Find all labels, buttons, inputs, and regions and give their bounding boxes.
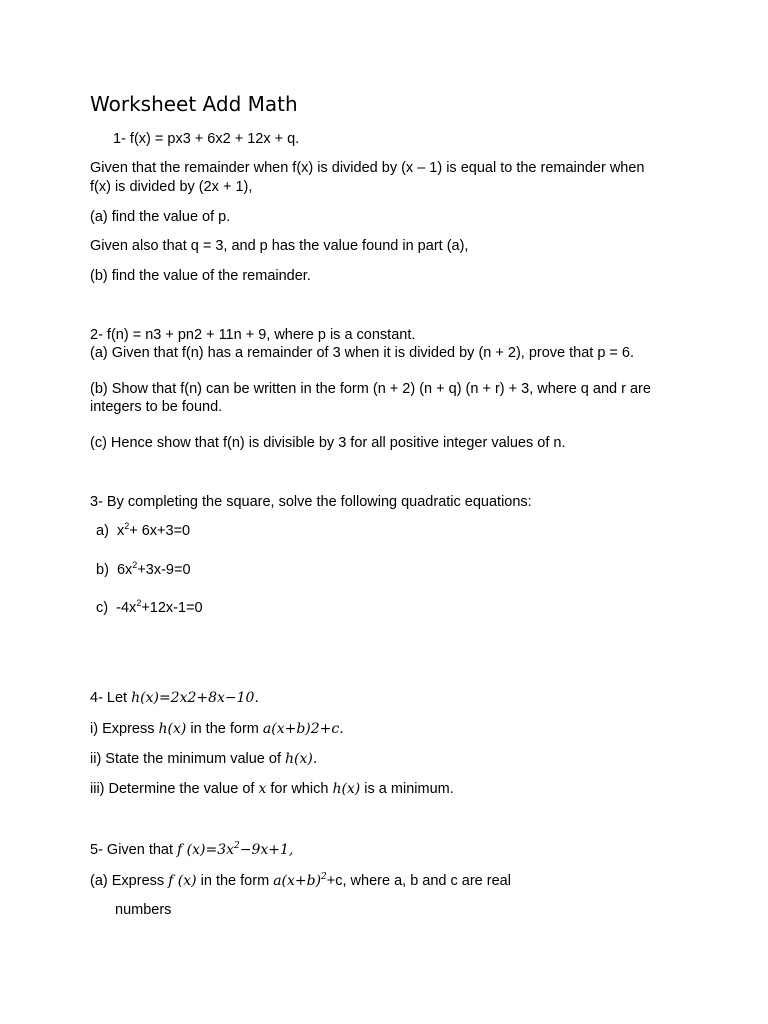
q3-item-c: [96, 599, 203, 617]
q4-intro: 4- Let h(x)=2x2+8x−10.: [90, 690, 259, 706]
page-title: Worksheet Add Math: [90, 92, 298, 116]
q4-part-ii: ii) State the minimum value of h(x).: [90, 751, 318, 767]
q3-item-label: a): [96, 523, 109, 539]
q5-part-a: (a) Express f (x) in the form $a(x+b)^2+c$, where a, b and c are real: [90, 872, 511, 889]
q3-item-equation: $6x^2+3x-9=0$: [116, 560, 191, 578]
q4-part-i: i) Express h(x) in the form a(x+b)2+c.: [90, 721, 344, 737]
q1-given-line-2: f(x) is divided by (2x + 1),: [90, 179, 253, 195]
q2-header: 2- f(n) = n3 + pn2 + 11n + 9, where p is a constant.: [90, 327, 416, 343]
q4-function: h(x)=2x2+8x−10.: [131, 690, 259, 706]
q4-part-iii: iii) Determine the value of x for which h(x) is a minimum.: [90, 781, 454, 797]
q3-item-a: [96, 522, 190, 540]
q1-given-also: Given also that q = 3, and p has the value found in part (a),: [90, 238, 469, 254]
q2-part-b-line-2: integers to be found.: [90, 399, 223, 415]
q3-header: 3- By completing the square, solve the following quadratic equations:: [90, 494, 532, 510]
q1-header: 1- f(x) = px3 + 6x2 + 12x + q.: [113, 131, 300, 147]
q3-item-b: [96, 561, 191, 579]
q3-item-equation: $x^2+ 6x+3=0$: [116, 521, 191, 539]
q3-item-label: c): [96, 600, 109, 616]
q2-part-a: (a) Given that f(n) has a remainder of 3 when it is divided by (n + 2), prove that p = 6.: [90, 345, 635, 361]
q5-part-a-continued: numbers: [115, 902, 172, 918]
q3-item-label: b): [96, 562, 109, 578]
q2-part-c: (c) Hence show that f(n) is divisible by 3 for all positive integer values of n.: [90, 435, 566, 451]
q3-item-equation: $-4x^2+12x-1=0$: [116, 598, 203, 616]
q1-part-b: (b) find the value of the remainder.: [90, 268, 311, 284]
q5-intro: 5- Given that f $(x)=3x^2-9x+1$,: [90, 841, 294, 858]
q1-part-a: (a) find the value of p.: [90, 209, 231, 225]
q5-function: f $(x)=3x^2-9x+1$,: [177, 841, 294, 858]
q1-given-line-1: Given that the remainder when f(x) is divided by (x – 1) is equal to the remainder when: [90, 160, 645, 176]
q2-part-b-line-1: (b) Show that f(n) can be written in the form (n + 2) (n + q) (n + r) + 3, where q and r are: [90, 381, 651, 397]
